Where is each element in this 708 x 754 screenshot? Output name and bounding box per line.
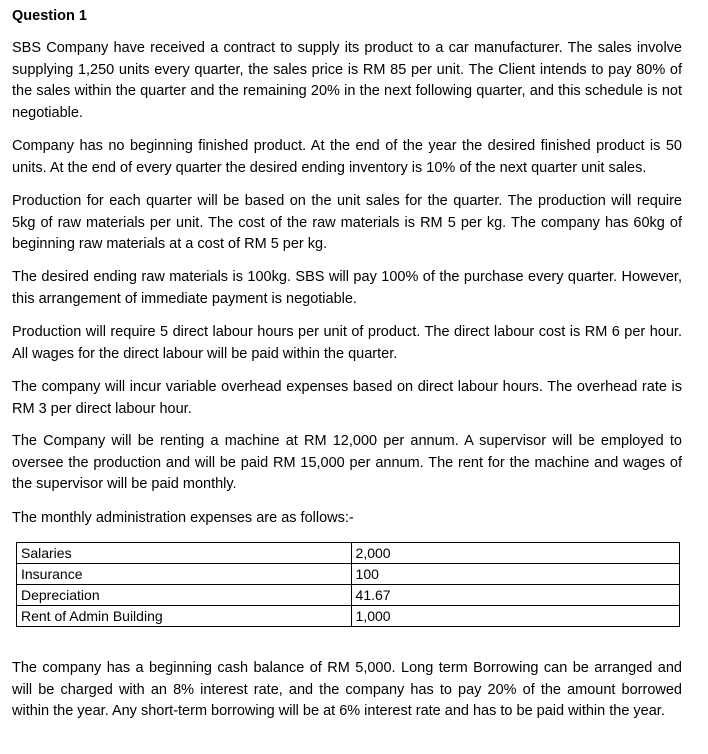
expense-amount: 2,000: [351, 543, 679, 564]
paragraph-contract: SBS Company have received a contract to supply its product to a car manufacturer. The sales involve supplying 1,250 units every quarter, the sales price is RM 85 per unit. The Client intends to pay 80% of the sales within the quarter and the remaining 20% in the next following quarter, and this schedule is not negotiable.: [12, 40, 682, 121]
table-row: [17, 585, 680, 606]
admin-expenses-table: [16, 542, 680, 627]
expense-item: Rent of Admin Building: [17, 606, 352, 627]
table-row: [17, 606, 680, 627]
expense-amount: 41.67: [351, 585, 679, 606]
paragraph-raw-materials: The desired ending raw materials is 100kg. SBS will pay 100% of the purchase every quarter. However, this arrangement of immediate payment is negotiable.: [12, 269, 682, 307]
paragraph-cash-borrowing: The company has a beginning cash balance of RM 5,000. Long term Borrowing can be arranged and will be charged with an 8% interest rate, and the company has to pay 20% of the amount borrowed within the year. Any short-term borrowing will be at 6% interest rate and has to be paid within the year.: [12, 660, 682, 720]
table-row: [17, 564, 680, 585]
expense-item: Depreciation: [17, 585, 352, 606]
expense-item: Insurance: [17, 564, 352, 585]
table-row: [17, 543, 680, 564]
expense-amount: 100: [351, 564, 679, 585]
paragraph-fixed-overhead: The Company will be renting a machine at RM 12,000 per annum. A supervisor will be employed to oversee the production and will be paid RM 15,000 per annum. The rent for the machine and wages of the supervisor will be paid monthly.: [12, 433, 682, 493]
paragraph-variable-overhead: The company will incur variable overhead expenses based on direct labour hours. The overhead rate is RM 3 per direct labour hour.: [12, 379, 682, 417]
paragraph-direct-labour: Production will require 5 direct labour hours per unit of product. The direct labour cost is RM 6 per hour. All wages for the direct labour will be paid within the quarter.: [12, 324, 682, 362]
paragraph-finished-goods: Company has no beginning finished product. At the end of the year the desired finished product is 50 units. At the end of every quarter the desired ending inventory is 10% of the next quarter unit sales.: [12, 138, 682, 176]
expense-amount: 1,000: [351, 606, 679, 627]
question-title: Question 1: [12, 8, 87, 24]
paragraph-admin-intro: The monthly administration expenses are as follows:-: [12, 510, 354, 526]
paragraph-production: Production for each quarter will be based on the unit sales for the quarter. The production will require 5kg of raw materials per unit. The cost of the raw materials is RM 5 per kg. The company has 60kg of beginning raw materials at a cost of RM 5 per kg.: [12, 193, 682, 253]
expense-item: Salaries: [17, 543, 352, 564]
